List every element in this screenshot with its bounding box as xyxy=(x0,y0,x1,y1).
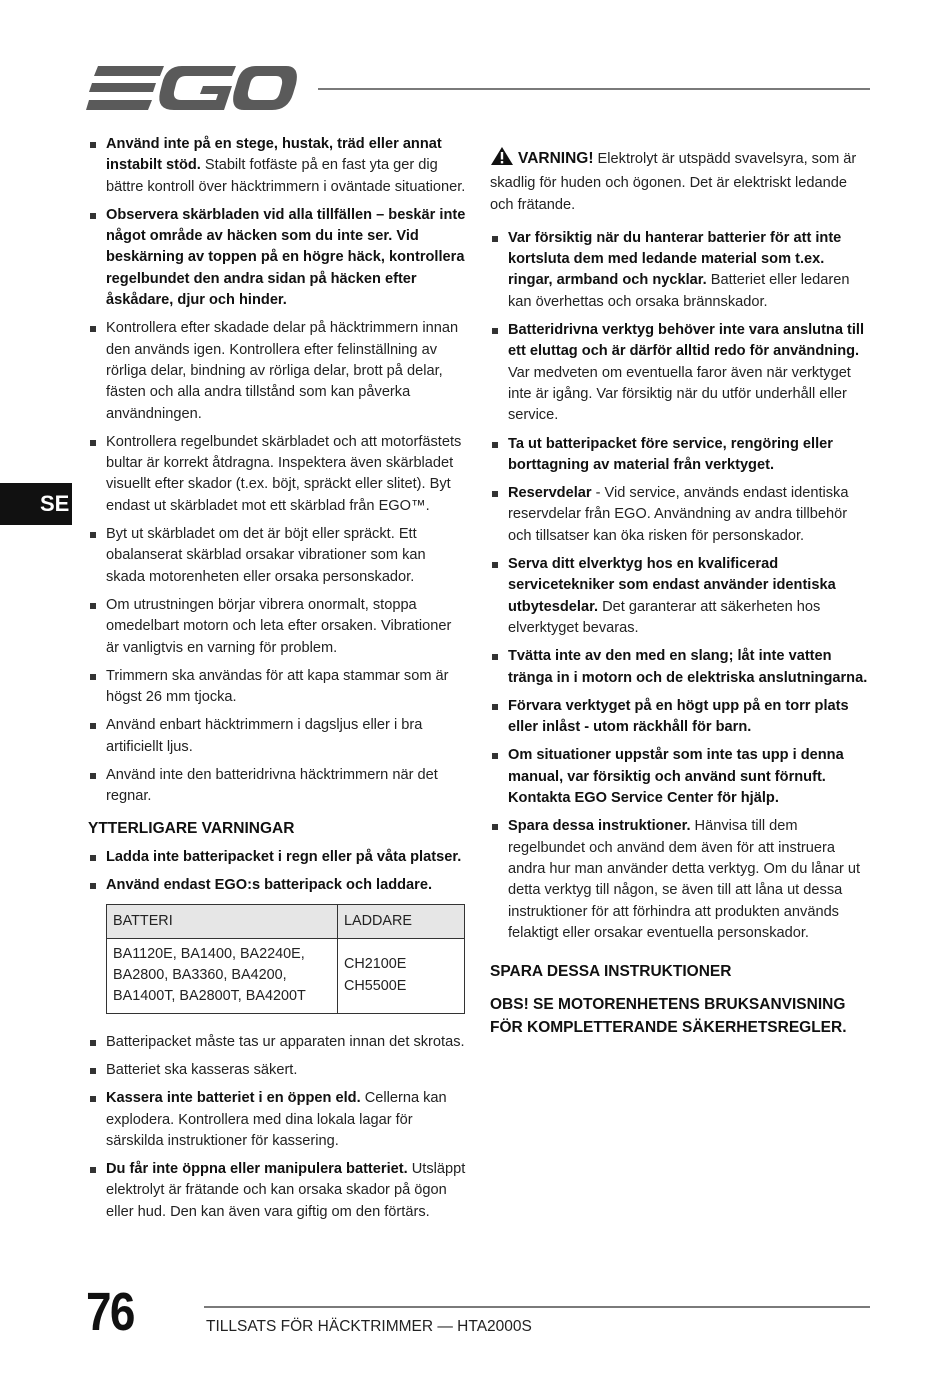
safety-list-1 xyxy=(88,134,468,808)
battery-model-line: BA2800, BA3360, BA4200, xyxy=(113,967,287,984)
page-number: 76 xyxy=(86,1282,134,1342)
charger-models xyxy=(338,938,465,1013)
item-text: Batteripacket måste tas ur apparaten innan det skrotas. xyxy=(106,1033,465,1050)
item-bold-text: Använd inte på en stege, hustak, träd eller annat instabilt stöd. xyxy=(106,136,442,174)
list-item xyxy=(88,134,468,198)
table-header-charger: LADDARE xyxy=(338,904,465,938)
item-text: Batteriet ska kasseras säkert. xyxy=(106,1061,298,1078)
safety-list-3 xyxy=(88,1032,468,1223)
item-text: Kontrollera efter skadade delar på häcktrimmern innan den används igen. Kontrollera efter felinställning av rörliga delar, bindning av rörliga delar, brott på delar, fästen och alla andra tillstånd som kan påverka användningen. xyxy=(106,320,459,422)
list-item xyxy=(490,228,872,313)
item-text: Batteriet eller ledaren kan överhettas och orsaka brännskador. xyxy=(508,272,850,310)
header-rule xyxy=(318,88,870,90)
item-bold-text: Kassera inte batteriet i en öppen eld. xyxy=(106,1090,361,1107)
item-bold-text: Var försiktig när du hanterar batterier för att inte kortsluta dem med ledande material som t.ex. ringar, armband och nycklar. xyxy=(508,229,842,289)
list-item xyxy=(88,1032,468,1053)
warning-label: VARNING! xyxy=(518,150,594,167)
item-text: Det garanterar att säkerheten hos elverktyget bevaras. xyxy=(508,598,821,636)
item-text: Byt ut skärbladet om det är böjt eller spräckt. Ett obalanserat skärblad orsakar vibrationer som kan skada motorenheten eller orsaka personskador. xyxy=(106,526,426,585)
list-item xyxy=(88,1088,468,1152)
item-bold-text: Serva ditt elverktyg hos en kvalificerad servicetekniker som endast använder identiska utbytesdelar. xyxy=(508,556,836,615)
save-instructions-heading: SPARA DESSA INSTRUKTIONER xyxy=(490,963,732,981)
charger-model-line: CH2100E xyxy=(344,956,407,973)
warning-triangle-icon xyxy=(490,146,514,173)
list-item xyxy=(490,434,872,477)
table-row xyxy=(107,938,465,1013)
warning-paragraph xyxy=(490,146,872,216)
item-bold-text: Tvätta inte av den med en slang; låt inte vatten tränga in i motorn och de elektriska anslutningarna. xyxy=(508,648,868,686)
charger-model-line: CH5500E xyxy=(344,977,407,994)
list-item xyxy=(490,816,872,944)
list-item xyxy=(88,524,468,588)
footer-title: TILLSATS FÖR HÄCKTRIMMER — HTA2000S xyxy=(206,1318,532,1335)
list-item xyxy=(490,554,872,639)
list-item xyxy=(490,483,872,547)
list-item xyxy=(88,1060,468,1081)
list-item xyxy=(88,847,468,868)
safety-list-right xyxy=(490,228,872,944)
list-item xyxy=(88,666,468,709)
list-item xyxy=(490,745,872,809)
ego-logo xyxy=(86,64,298,112)
item-bold-text: Använd endast EGO:s batteripack och laddare. xyxy=(106,877,433,894)
item-text: Hänvisa till dem regelbundet och använd dem även för att instruera andra hur man använder detta verktyg. Om du lånar ut detta verktyg till någon, se även till att låna ut dessa instruktioner för att förhindra att produkten används felaktigt eller orsakar eventuella personskador. xyxy=(508,818,861,941)
item-text: Använd enbart häcktrimmern i dagsljus eller i bra artificiellt ljus. xyxy=(106,717,423,755)
battery-charger-table xyxy=(106,904,465,1014)
item-bold-text: Om situationer uppstår som inte tas upp i denna manual, var försiktig och använd sunt förnuft. Kontakta EGO Service Center för hjälp. xyxy=(508,747,844,807)
item-text: Kontrollera regelbundet skärbladet och att motorfästets bultar är korrekt åtdragna. Inspektera även skärbladet visuellt efter skador (t.ex. böjt, spräckt eller slitet). Byt endast ut skärbladet mot ett skärblad från EGO™. xyxy=(106,433,462,514)
list-item xyxy=(88,595,468,659)
item-text: Trimmern ska användas för att kapa stammar som är högst 26 mm tjocka. xyxy=(106,667,449,706)
item-bold-text: Observera skärbladen vid alla tillfällen – beskär inte något område av häcken som du inte ser. Vid beskärning av toppen på en högre häck, kontrollera regelbundet den andra sidan på häcken efter åskådare, djur och hinder. xyxy=(106,206,466,309)
list-item xyxy=(490,646,872,689)
warning-text: Elektrolyt är utspädd svavelsyra, som är skadlig för huden och ögonen. Det är elektriskt ledande och frätande. xyxy=(490,151,857,213)
list-item xyxy=(88,1159,468,1223)
item-bold-text: Ta ut batteripacket före service, rengöring eller borttagning av material från verktyget. xyxy=(508,435,833,473)
list-item xyxy=(88,715,468,758)
list-item xyxy=(88,205,468,311)
table-header-battery: BATTERI xyxy=(107,904,338,938)
list-item xyxy=(88,765,468,808)
language-tab: SE xyxy=(0,483,72,525)
section-heading-additional-warnings: YTTERLIGARE VARNINGAR xyxy=(88,819,295,837)
right-column xyxy=(490,146,872,1039)
item-text: Om utrustningen börjar vibrera onormalt, stoppa omedelbart motorn och leta efter orsaken. Vibrationer är vanligtvis en varning för problem. xyxy=(106,596,452,656)
item-text: Använd inte den batteridrivna häcktrimmern när det regnar. xyxy=(106,767,438,805)
item-text: - Vid service, används endast identiska reservdelar från EGO. Användning av andra tillbehör och tillsatser kan öka risken för personskador. xyxy=(508,485,849,544)
safety-list-2 xyxy=(88,847,468,897)
item-bold-text: Du får inte öppna eller manipulera batteriet. xyxy=(106,1161,408,1178)
list-item xyxy=(88,318,468,424)
item-bold-text: Reservdelar xyxy=(508,485,592,502)
item-text: Utsläppt elektrolyt är frätande och kan orsaka skador på ögon eller hud. Den kan även vara giftig om den förtärs. xyxy=(106,1161,466,1220)
battery-model-line: BA1400T, BA2800T, BA4200T xyxy=(113,988,306,1005)
item-text: Stabilt fotfäste på en fast yta ger dig bättre kontroll över häcktrimmern i oväntade situationer. xyxy=(106,157,466,195)
list-item xyxy=(490,696,872,739)
list-item xyxy=(88,432,468,517)
obs-heading: OBS! SE MOTORENHETENS BRUKSANVISNING FÖR KOMPLETTERANDE SÄKERHETSREGLER. xyxy=(490,996,847,1037)
left-column xyxy=(88,134,468,1230)
battery-model-line: BA1120E, BA1400, BA2240E, xyxy=(113,945,305,962)
item-bold-text: Förvara verktyget på en högt upp på en torr plats eller inlåst - utom räckhåll för barn. xyxy=(508,697,849,736)
item-text: Var medveten om eventuella faror även när verktyget inte är igång. Var försiktig när du utför underhåll eller service. xyxy=(508,364,851,424)
item-text: Cellerna kan explodera. Kontrollera med dina lokala lagar för särskilda instruktioner för kassering. xyxy=(106,1090,447,1149)
item-bold-text: Spara dessa instruktioner. xyxy=(508,818,691,835)
item-bold-text: Ladda inte batteripacket i regn eller på våta platser. xyxy=(106,848,462,865)
item-bold-text: Batteridrivna verktyg behöver inte vara anslutna till ett eluttag och är därför alltid redo för användning. xyxy=(508,322,865,360)
footer-rule xyxy=(204,1306,870,1308)
list-item xyxy=(490,320,872,426)
list-item xyxy=(88,875,468,896)
battery-models xyxy=(107,938,338,1013)
